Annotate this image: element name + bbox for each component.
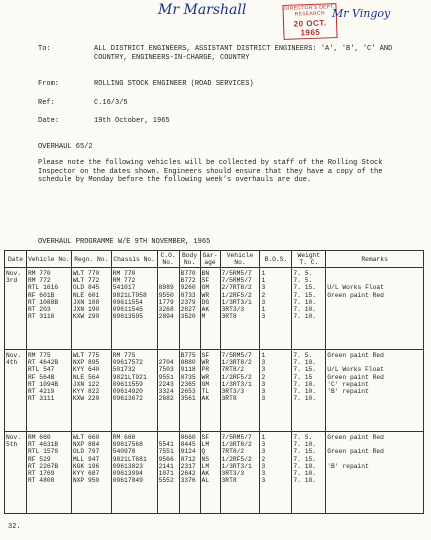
ref-label: Ref: [38, 99, 55, 107]
vehicle-type-cell-line: 1/2RF5/2 [221, 291, 252, 299]
weight-cell-line: 7. 10. [293, 359, 317, 367]
body-no-cell [179, 268, 200, 350]
remarks-cell [326, 350, 424, 432]
regn-no-cell-line: KGK 196 [72, 462, 100, 470]
bos-cell-line: 3 [261, 298, 266, 306]
garage-cell [200, 268, 220, 350]
remarks-cell-line: 'B' repaint [327, 387, 369, 395]
garage-cell-line: WR [201, 291, 210, 299]
remarks-cell-line [327, 477, 422, 484]
vehicle-no-cell-line: RT 3110 [27, 313, 55, 321]
weight-cell-line: 7. 15. [293, 366, 317, 374]
chassis-no-cell-line: 09617572 [112, 359, 143, 367]
regn-no-cell-line: JXN 190 [72, 305, 100, 313]
programme-title: OVERHAUL PROGRAMME W/E 9TH NOVEMBER, 1965 [38, 238, 211, 246]
remarks-cell-line [327, 277, 422, 284]
garage-cell-line: GM [201, 284, 210, 292]
co-no-cell-line: 2141 [158, 462, 174, 470]
vehicle-type-cell-line: 7RT8/2 [221, 366, 245, 374]
garage-cell-line: NS [201, 455, 210, 463]
body-no-cell-line: B772 [180, 277, 196, 285]
to-label: To: [38, 45, 51, 53]
handwritten-name-right: Mr Vingoy [332, 7, 391, 20]
regn-no-cell-line: NLE 564 [72, 373, 100, 381]
body-no-cell-line: 3520 [180, 313, 196, 321]
bos-cell-line: 3 [261, 441, 266, 449]
vehicle-no-cell-line: RF 529 [27, 455, 51, 463]
chassis-no-cell [111, 350, 157, 432]
weight-cell [292, 432, 326, 514]
chassis-no-cell-line: 9821LT921 [112, 373, 147, 381]
co-no-cell-line: 7551 [158, 448, 174, 456]
body-no-cell-line: B770 [180, 270, 196, 277]
weight-cell [292, 350, 326, 432]
bos-cell-line: 2 [261, 373, 266, 381]
chassis-no-cell-line: 09611559 [112, 380, 143, 388]
co-no-cell-line: 9550 [158, 291, 174, 299]
remarks-cell [326, 268, 424, 350]
vehicle-no-cell-line: RT 203 [27, 305, 51, 313]
body-no-cell [179, 350, 200, 432]
co-no-cell-line: 8989 [158, 284, 174, 292]
header-chassis-no: Chassis No. [111, 251, 157, 268]
memo-paragraph: Please note the following vehicles will be collected by staff of the Rolling Stock Inspector on the dates shown. Engineers should ensure that they have a copy of the schedule by Monday before the following week's overhauls are due. [38, 159, 383, 184]
vehicle-type-cell-line: 7/5RM5/7 [221, 277, 252, 285]
body-no-cell-line: 2827 [180, 305, 196, 313]
regn-no-cell-line: WLT 775 [72, 352, 100, 359]
header-co-no: C.O. No. [157, 251, 179, 268]
vehicle-type-cell-line: 1/3RT3/1 [221, 298, 252, 306]
handwritten-name-left: Mr Marshall [158, 2, 247, 18]
body-no-cell-line: 2379 [180, 298, 196, 306]
garage-cell-line: GM [201, 380, 210, 388]
body-no-cell-line: 9124 [180, 448, 196, 456]
date-cell-line: 4th [6, 359, 18, 367]
date-cell-line: Nov. [6, 434, 22, 441]
bos-cell-line: 3 [261, 387, 266, 395]
vehicle-no-cell-line: RT 1769 [27, 469, 55, 477]
date-cell [5, 350, 27, 432]
weight-cell-line: 7. 5. [293, 352, 313, 359]
regn-no-cell [71, 432, 111, 514]
body-no-cell-line: B775 [180, 352, 196, 359]
bos-cell-line: 3 [261, 469, 266, 477]
chassis-no-cell-line: 501732 [112, 366, 136, 374]
vehicle-no-cell-line: RT 1088B [27, 298, 59, 306]
vehicle-type-cell-line: 1/2RF5/2 [221, 373, 252, 381]
weight-cell-line: 7. 10. [293, 395, 317, 403]
weight-cell [292, 268, 326, 350]
bos-cell-line: 2 [261, 291, 266, 299]
vehicle-no-cell-line: RT 1094B [27, 380, 59, 388]
garage-cell-line: WR [201, 359, 210, 367]
co-no-cell-line: 9566 [158, 455, 174, 463]
header-garage: Gar-age [200, 251, 220, 268]
garage-cell [200, 432, 220, 514]
bos-cell [260, 268, 292, 350]
weight-cell-line: 7. 10. [293, 298, 317, 306]
vehicle-no-cell-line: RM 772 [27, 277, 51, 285]
vehicle-no-cell [26, 350, 71, 432]
table-row [5, 432, 424, 514]
co-no-cell-line: 1071 [158, 469, 174, 477]
co-no-cell-line [159, 434, 178, 441]
vehicle-no-cell [26, 268, 71, 350]
vehicle-type-cell [220, 350, 260, 432]
vehicle-no-cell-line: RM 770 [27, 270, 51, 277]
weight-cell-line: 7. 10. [293, 462, 317, 470]
vehicle-no-cell-line: RM 775 [27, 352, 51, 359]
date-cell-line: Nov. [6, 352, 22, 359]
garage-cell-line: SF [201, 434, 210, 441]
subject-line: OVERHAUL 65/2 [38, 143, 93, 151]
chassis-no-cell-line: 09614920 [112, 387, 143, 395]
vehicle-type-cell-line: 7/5RM5/7 [221, 270, 252, 277]
body-no-cell-line: 9118 [180, 366, 196, 374]
weight-cell-line: 7. 15. [293, 291, 317, 299]
co-no-cell-line: 2243 [158, 380, 174, 388]
regn-no-cell-line: KXW 290 [72, 313, 100, 321]
vehicle-type-cell-line: 1/3RT3/1 [221, 380, 252, 388]
bos-cell-line: 1 [261, 305, 266, 313]
garage-cell-line: PR [201, 366, 210, 374]
remarks-cell-line [327, 299, 422, 306]
bos-cell-line: 1 [261, 352, 266, 359]
garage-cell-line: LM [201, 441, 210, 449]
header-remarks: Remarks [326, 251, 424, 268]
regn-no-cell-line: KYY 822 [72, 387, 100, 395]
body-no-cell-line: 3561 [180, 395, 196, 403]
date-cell-line: Nov. [6, 270, 22, 277]
vehicle-no-cell [26, 432, 71, 514]
chassis-no-cell-line: RM 770 [112, 270, 136, 277]
vehicle-type-cell [220, 268, 260, 350]
regn-no-cell [71, 268, 111, 350]
remarks-cell-line: Green paint Red [327, 352, 384, 359]
weight-cell-line: 7. 10. [293, 380, 317, 388]
date-cell-line: 5th [6, 441, 18, 449]
remarks-cell-line: Green paint Red [327, 434, 384, 441]
chassis-no-cell-line: 09611554 [112, 298, 143, 306]
header-date: Date [5, 251, 27, 268]
bos-cell-line: 2 [261, 455, 266, 463]
stamp-line-2: RESEARCH [294, 10, 325, 18]
bos-cell-line: 3 [261, 380, 266, 388]
regn-no-cell-line: JXN 108 [72, 298, 100, 306]
regn-no-cell-line: WLT 660 [72, 434, 100, 441]
body-no-cell-line: 3376 [180, 477, 196, 485]
remarks-cell-line [327, 395, 422, 402]
co-no-cell [157, 350, 179, 432]
vehicle-type-cell-line: 7RT8/2 [221, 448, 245, 456]
weight-cell-line: 7. 10. [293, 469, 317, 477]
garage-cell-line: AK [201, 305, 210, 313]
remarks-cell-line: Green paint Red [327, 448, 384, 456]
body-no-cell-line: 8735 [180, 373, 196, 381]
remarks-cell-line [327, 306, 422, 313]
header-body-no: Body No. [179, 251, 200, 268]
chassis-no-cell-line: 09613994 [112, 469, 143, 477]
chassis-no-cell-line: RM 660 [112, 434, 136, 441]
weight-cell-line: 7. 10. [293, 387, 317, 395]
co-no-cell [157, 432, 179, 514]
date-cell [5, 432, 27, 514]
regn-no-cell-line: KYY 687 [72, 469, 100, 477]
body-no-cell-line: 8445 [180, 441, 196, 449]
regn-no-cell-line: NXP 950 [72, 477, 100, 485]
garage-cell-line: WR [201, 373, 210, 381]
vehicle-no-cell-line: RTL 1616 [27, 284, 59, 292]
vehicle-no-cell-line: RTL 547 [27, 366, 55, 374]
regn-no-cell-line: NLE 601 [72, 291, 100, 299]
remarks-cell-line [327, 456, 422, 463]
date-cell [5, 268, 27, 350]
table-row [5, 350, 424, 432]
garage-cell-line: SF [201, 277, 210, 285]
garage-cell-line: AK [201, 469, 210, 477]
header-bos: B.O.S. [260, 251, 292, 268]
chassis-no-cell-line: 09611545 [112, 305, 143, 313]
regn-no-cell-line: NXP 884 [72, 441, 100, 449]
vehicle-type-cell-line: 1/3RT3/1 [221, 462, 252, 470]
co-no-cell-line: 1779 [158, 298, 174, 306]
date-value: 19th October, 1965 [94, 117, 170, 125]
weight-cell-line: 7. 15. [293, 284, 317, 292]
remarks-cell-line [327, 359, 422, 366]
vehicle-no-cell-line: RT 4642B [27, 359, 59, 367]
vehicle-type-cell [220, 432, 260, 514]
bos-cell-line: 3 [261, 359, 266, 367]
co-no-cell-line: 2704 [158, 359, 174, 367]
remarks-cell-line: Green paint Red [327, 373, 384, 381]
vehicle-no-cell-line: RF 564B [27, 373, 55, 381]
table-row [5, 268, 424, 350]
remarks-cell-line: U/L Works Float [327, 284, 384, 292]
bos-cell-line: 1 [261, 434, 266, 441]
co-no-cell-line [159, 270, 178, 277]
bos-cell-line: 3 [261, 366, 266, 374]
date-label: Date: [38, 117, 60, 125]
chassis-no-cell-line: RM 772 [112, 277, 136, 285]
garage-cell-line: AK [201, 395, 210, 403]
regn-no-cell [71, 350, 111, 432]
chassis-no-cell-line: 09617568 [112, 441, 143, 449]
chassis-no-cell [111, 432, 157, 514]
body-no-cell [179, 432, 200, 514]
page-number: 32. [8, 523, 21, 531]
regn-no-cell-line: KYY 640 [72, 366, 100, 374]
vehicle-no-cell-line: RT 4631B [27, 441, 59, 449]
header-vehicle-type: Vehicle No. [220, 251, 260, 268]
regn-no-cell-line: KXW 220 [72, 395, 100, 403]
body-no-cell-line: 9260 [180, 284, 196, 292]
garage-cell-line: TL [201, 387, 210, 395]
garage-cell-line: SF [201, 352, 210, 359]
remarks-cell-line: 'C' repaint [327, 380, 369, 388]
garage-cell-line: Q [201, 448, 206, 456]
weight-cell-line: 7. 10. [293, 477, 317, 485]
vehicle-type-cell-line: 2/7RT8/2 [221, 284, 252, 292]
to-value: ALL DISTRICT ENGINEERS, ASSISTANT DISTRICT ENGINEERS: 'A', 'B', 'C' AND COUNTRY, ENGINEERS-IN-CHARGE, COUNTRY [94, 45, 393, 62]
garage-cell-line: AL [201, 477, 210, 485]
vehicle-type-cell-line: 3RT3/3 [221, 387, 245, 395]
remarks-cell-line [327, 470, 422, 477]
weight-cell-line: 7. 5. [293, 277, 313, 285]
body-no-cell-line: 8880 [180, 359, 196, 367]
weight-cell-line: 7. 5. [293, 434, 313, 441]
co-no-cell-line: 5552 [158, 477, 174, 485]
vehicle-type-cell-line: 1/2RF5/2 [221, 455, 252, 463]
weight-cell-line: 7. 15 [293, 373, 313, 381]
chassis-no-cell-line: 09617849 [112, 477, 143, 485]
weight-cell-line: 7. 10. [293, 441, 317, 449]
date-cell-line: 3rd [6, 277, 18, 285]
table-header-row [5, 251, 424, 268]
regn-no-cell-line: WLT 772 [72, 277, 100, 285]
body-no-cell-line: 2642 [180, 469, 196, 477]
chassis-no-cell-line: 541017 [112, 284, 136, 292]
bos-cell-line: 3 [261, 395, 266, 403]
bos-cell-line: 3 [261, 284, 266, 292]
co-no-cell-line: 9551 [158, 373, 174, 381]
weight-cell-line: 7. 10. [293, 313, 317, 321]
co-no-cell-line [159, 352, 178, 359]
garage-cell [200, 350, 220, 432]
stamp-line-1: DIRECTOR'S DEPT. [284, 4, 335, 12]
from-label: From: [38, 80, 60, 88]
ref-value: C.16/3/5 [94, 99, 128, 107]
vehicle-no-cell-line: RF 601B [27, 291, 55, 299]
co-no-cell-line: 7503 [158, 366, 174, 374]
remarks-cell-line: 'B' repaint [327, 462, 369, 470]
co-no-cell-line: 5541 [158, 441, 174, 449]
body-no-cell-line: 8712 [180, 455, 196, 463]
bos-cell-line: 3 [261, 313, 266, 321]
overhaul-programme-table [4, 250, 424, 514]
chassis-no-cell [111, 268, 157, 350]
chassis-no-cell-line: 09613595 [112, 313, 143, 321]
from-value: ROLLING STOCK ENGINEER (ROAD SERVICES) [94, 80, 254, 88]
regn-no-cell-line: OLD 845 [72, 284, 100, 292]
chassis-no-cell-line: 540978 [112, 448, 136, 456]
vehicle-type-cell-line: 7/5RM5/7 [221, 352, 252, 359]
bos-cell-line: 3 [261, 477, 266, 485]
co-no-cell [157, 268, 179, 350]
body-no-cell-line: 2365 [180, 380, 196, 388]
vehicle-type-cell-line: 1/3RT8/2 [221, 359, 252, 367]
header-weight: Weight T. C. [292, 251, 326, 268]
garage-cell-line: M [201, 313, 206, 321]
body-no-cell-line: 2653 [180, 387, 196, 395]
bos-cell [260, 350, 292, 432]
regn-no-cell-line: WLT 770 [72, 270, 100, 277]
vehicle-type-cell-line: 3RT8 [221, 395, 237, 403]
body-no-cell-line: 8733 [180, 291, 196, 299]
remarks-cell-line [327, 441, 422, 448]
garage-cell-line: BN [201, 270, 210, 277]
bos-cell [260, 432, 292, 514]
remarks-cell-line [327, 270, 422, 277]
weight-cell-line: 7. 15. [293, 455, 317, 463]
co-no-cell-line [159, 277, 178, 284]
vehicle-no-cell-line: RM 660 [27, 434, 51, 441]
bos-cell-line: 3 [261, 448, 266, 456]
co-no-cell-line: 3268 [158, 305, 174, 313]
vehicle-type-cell-line: 3RT3/3 [221, 469, 245, 477]
regn-no-cell-line: JXN 122 [72, 380, 100, 388]
weight-cell-line: 7. 10. [293, 305, 317, 313]
co-no-cell-line: 3324 [158, 387, 174, 395]
vehicle-no-cell-line: RT 3111 [27, 395, 55, 403]
vehicle-no-cell-line: RT 2267B [27, 462, 59, 470]
regn-no-cell-line: OLD 797 [72, 448, 100, 456]
regn-no-cell-line: MLL 947 [72, 455, 100, 463]
garage-cell-line: LM [201, 462, 210, 470]
remarks-cell-line [327, 313, 422, 320]
chassis-no-cell-line: 9821LT681 [112, 455, 147, 463]
header-vehicle-no: Vehicle No. [26, 251, 71, 268]
chassis-no-cell-line: 9821LT958 [112, 291, 147, 299]
vehicle-no-cell-line: RTL 1578 [27, 448, 59, 456]
remarks-cell [326, 432, 424, 514]
body-no-cell-line: 8660 [180, 434, 196, 441]
remarks-cell-line: U/L Works Float [327, 366, 384, 374]
remarks-cell-line: Green paint Red [327, 291, 384, 299]
weight-cell-line: 7. 15. [293, 448, 317, 456]
stamp-date: 20 OCT. 1965 [293, 18, 327, 38]
bos-cell-line: 1 [261, 270, 266, 277]
header-regn-no: Regn. No. [71, 251, 111, 268]
garage-cell-line: DG [201, 298, 210, 306]
received-stamp [282, 3, 337, 40]
co-no-cell-line: 2894 [158, 313, 174, 321]
co-no-cell-line: 2682 [158, 395, 174, 403]
chassis-no-cell-line: 09613823 [112, 462, 143, 470]
vehicle-type-cell-line: 3RT3/3 [221, 305, 245, 313]
regn-no-cell-line: NXP 895 [72, 359, 100, 367]
vehicle-no-cell-line: RT 4808 [27, 477, 55, 485]
vehicle-no-cell-line: RT 4219 [27, 387, 55, 395]
weight-cell-line: 7. 5. [293, 270, 313, 277]
chassis-no-cell-line: RM 775 [112, 352, 136, 359]
body-no-cell-line: 2317 [180, 462, 196, 470]
chassis-no-cell-line: 09613672 [112, 395, 143, 403]
vehicle-type-cell-line: 3RT8 [221, 477, 237, 485]
vehicle-type-cell-line: 3RT8 [221, 313, 237, 321]
bos-cell-line: 1 [261, 277, 266, 285]
vehicle-type-cell-line: 1/3RT8/2 [221, 441, 252, 449]
vehicle-type-cell-line: 7/5RM5/7 [221, 434, 252, 441]
bos-cell-line: 3 [261, 462, 266, 470]
